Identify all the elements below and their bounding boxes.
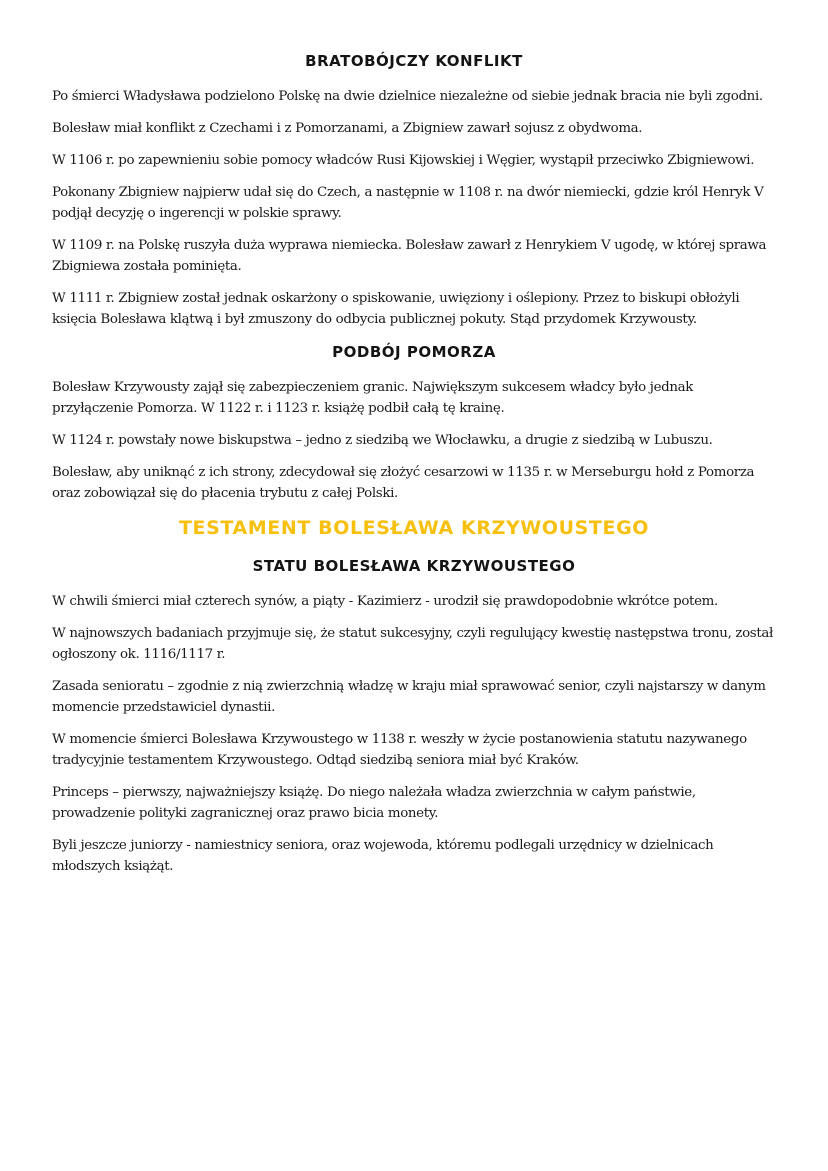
- paragraph: W 1111 r. Zbigniew został jednak oskarżony o spiskowanie, uwięziony i oślepiony. Przez to biskupi obłożyli księcia Bolesława klątwą i był zmuszony do odbycia publicznej pokuty. Stąd przydomek Krzywousty.: [52, 291, 740, 327]
- paragraph: W chwili śmierci miał czterech synów, a piąty - Kazimierz - urodził się prawdopodobnie wkrótce potem.: [52, 594, 718, 609]
- paragraph: Princeps – pierwszy, najważniejszy książę. Do niego należała władza zwierzchnia w całym państwie, prowadzenie polityki zagranicznej oraz prawo bicia monety.: [52, 785, 696, 821]
- paragraph: W 1106 r. po zapewnieniu sobie pomocy władców Rusi Kijowskiej i Węgier, wystąpił przeciwko Zbigniewowi.: [52, 153, 755, 168]
- paragraph: W 1124 r. powstały nowe biskupstwa – jedno z siedzibą we Włocławku, a drugie z siedzibą w Lubuszu.: [52, 433, 713, 448]
- paragraph: Bolesław miał konflikt z Czechami i z Pomorzanami, a Zbigniew zawarł sojusz z obydwoma.: [52, 121, 643, 136]
- paragraph: Bolesław, aby uniknąć z ich strony, zdecydował się złożyć cesarzowi w 1135 r. w Merseburgu hołd z Pomorza oraz zobowiązał się do płacenia trybutu z całej Polski.: [52, 465, 755, 501]
- paragraph: Byli jeszcze juniorzy - namiestnicy seniora, oraz wojewoda, któremu podlegali urzędnicy w dzielnicach młodszych książąt.: [52, 838, 714, 874]
- document-content: [52, 50, 776, 888]
- section-heading-fratricidal-conflict: BRATOBÓJCZY KONFLIKT: [305, 52, 523, 70]
- paragraph: Pokonany Zbigniew najpierw udał się do Czech, a następnie w 1108 r. na dwór niemiecki, gdzie król Henryk V podjął decyzję o ingerencji w polskie sprawy.: [52, 185, 764, 221]
- paragraph: W 1109 r. na Polskę ruszyła duża wyprawa niemiecka. Bolesław zawarł z Henrykiem V ugodę, w której sprawa Zbigniewa została pominięta.: [52, 238, 767, 274]
- paragraph: Zasada senioratu – zgodnie z nią zwierzchnią władzę w kraju miał sprawować senior, czyli najstarszy w danym momencie przedstawiciel dynastii.: [52, 679, 766, 715]
- section-heading-conquest-of-pomerania: PODBÓJ POMORZA: [332, 343, 496, 361]
- paragraph: Po śmierci Władysława podzielono Polskę na dwie dzielnice niezależne od siebie jednak bracia nie byli zgodni.: [52, 89, 763, 104]
- paragraph: W momencie śmierci Bolesława Krzywoustego w 1138 r. weszły w życie postanowienia statutu nazywanego tradycyjnie testamentem Krzywoustego. Odtąd siedzibą seniora miał być Kraków.: [52, 732, 747, 768]
- paragraph: Bolesław Krzywousty zajął się zabezpieczeniem granic. Największym sukcesem władcy było jednak przyłączenie Pomorza. W 1122 r. i 1123 r. książę podbił całą tę krainę.: [52, 380, 694, 416]
- section-heading-statute: STATU BOLESŁAWA KRZYWOUSTEGO: [252, 557, 576, 575]
- paragraph: W najnowszych badaniach przyjmuje się, że statut sukcesyjny, czyli regulujący kwestię następstwa tronu, został ogłoszony ok. 1116/1117 r.: [52, 626, 773, 662]
- main-title-testament: TESTAMENT BOLESŁAWA KRZYWOUSTEGO: [178, 517, 650, 539]
